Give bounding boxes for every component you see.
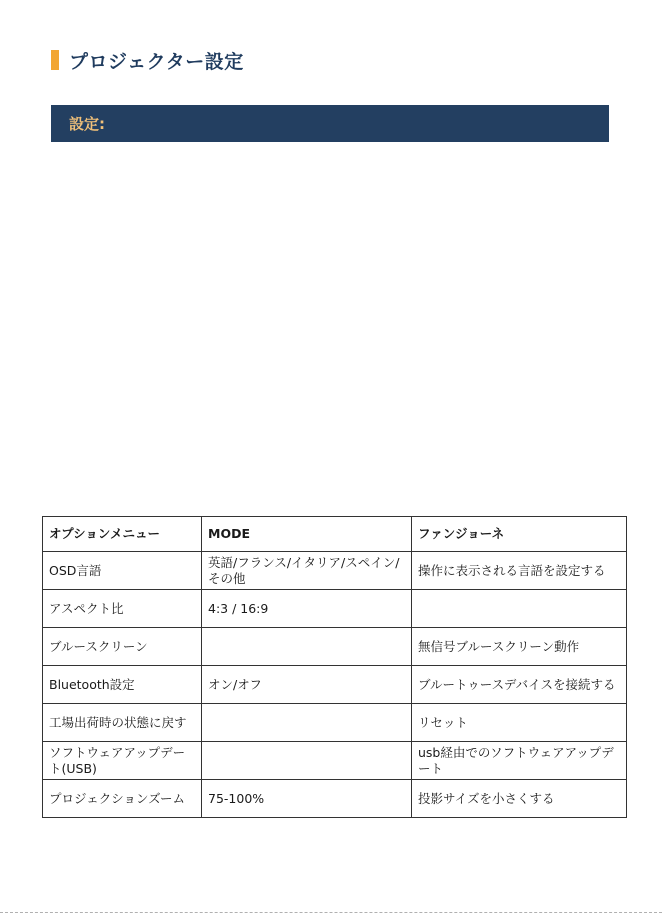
cell-mode: オン/オフ [202, 666, 412, 704]
cell-option: Bluetooth設定 [43, 666, 202, 704]
settings-banner [51, 105, 609, 142]
table-row [43, 666, 627, 704]
page-heading [51, 46, 244, 74]
cell-option: OSD言語 [43, 552, 202, 590]
cell-function [412, 590, 627, 628]
cell-function: 操作に表示される言語を設定する [412, 552, 627, 590]
table-row [43, 742, 627, 780]
cell-function: usb経由でのソフトウェアアップデート [412, 742, 627, 780]
cell-function: リセット [412, 704, 627, 742]
cell-mode: 4:3 / 16:9 [202, 590, 412, 628]
footer-divider [0, 912, 662, 913]
cell-option: ブルースクリーン [43, 628, 202, 666]
header-mode: MODE [202, 517, 412, 552]
header-option-menu: オプションメニュー [43, 517, 202, 552]
header-function: ファンジョーネ [412, 517, 627, 552]
cell-mode [202, 742, 412, 780]
settings-banner-label: 設定: [69, 115, 105, 133]
cell-option: アスペクト比 [43, 590, 202, 628]
table-row [43, 780, 627, 818]
table-row [43, 628, 627, 666]
cell-mode: 75-100% [202, 780, 412, 818]
cell-mode [202, 628, 412, 666]
options-table [42, 516, 627, 818]
table-header-row [43, 517, 627, 552]
cell-option: ソフトウェアアップデート(USB) [43, 742, 202, 780]
cell-option: プロジェクションズーム [43, 780, 202, 818]
cell-option: 工場出荷時の状態に戻す [43, 704, 202, 742]
cell-function: 投影サイズを小さくする [412, 780, 627, 818]
cell-mode: 英語/フランス/イタリア/スペイン/その他 [202, 552, 412, 590]
cell-mode [202, 704, 412, 742]
cell-function: 無信号ブルースクリーン動作 [412, 628, 627, 666]
table-row [43, 552, 627, 590]
table-row [43, 704, 627, 742]
table-row [43, 590, 627, 628]
accent-bar [51, 50, 59, 70]
cell-function: ブルートゥースデバイスを接続する [412, 666, 627, 704]
page-title: プロジェクター設定 [69, 50, 244, 73]
